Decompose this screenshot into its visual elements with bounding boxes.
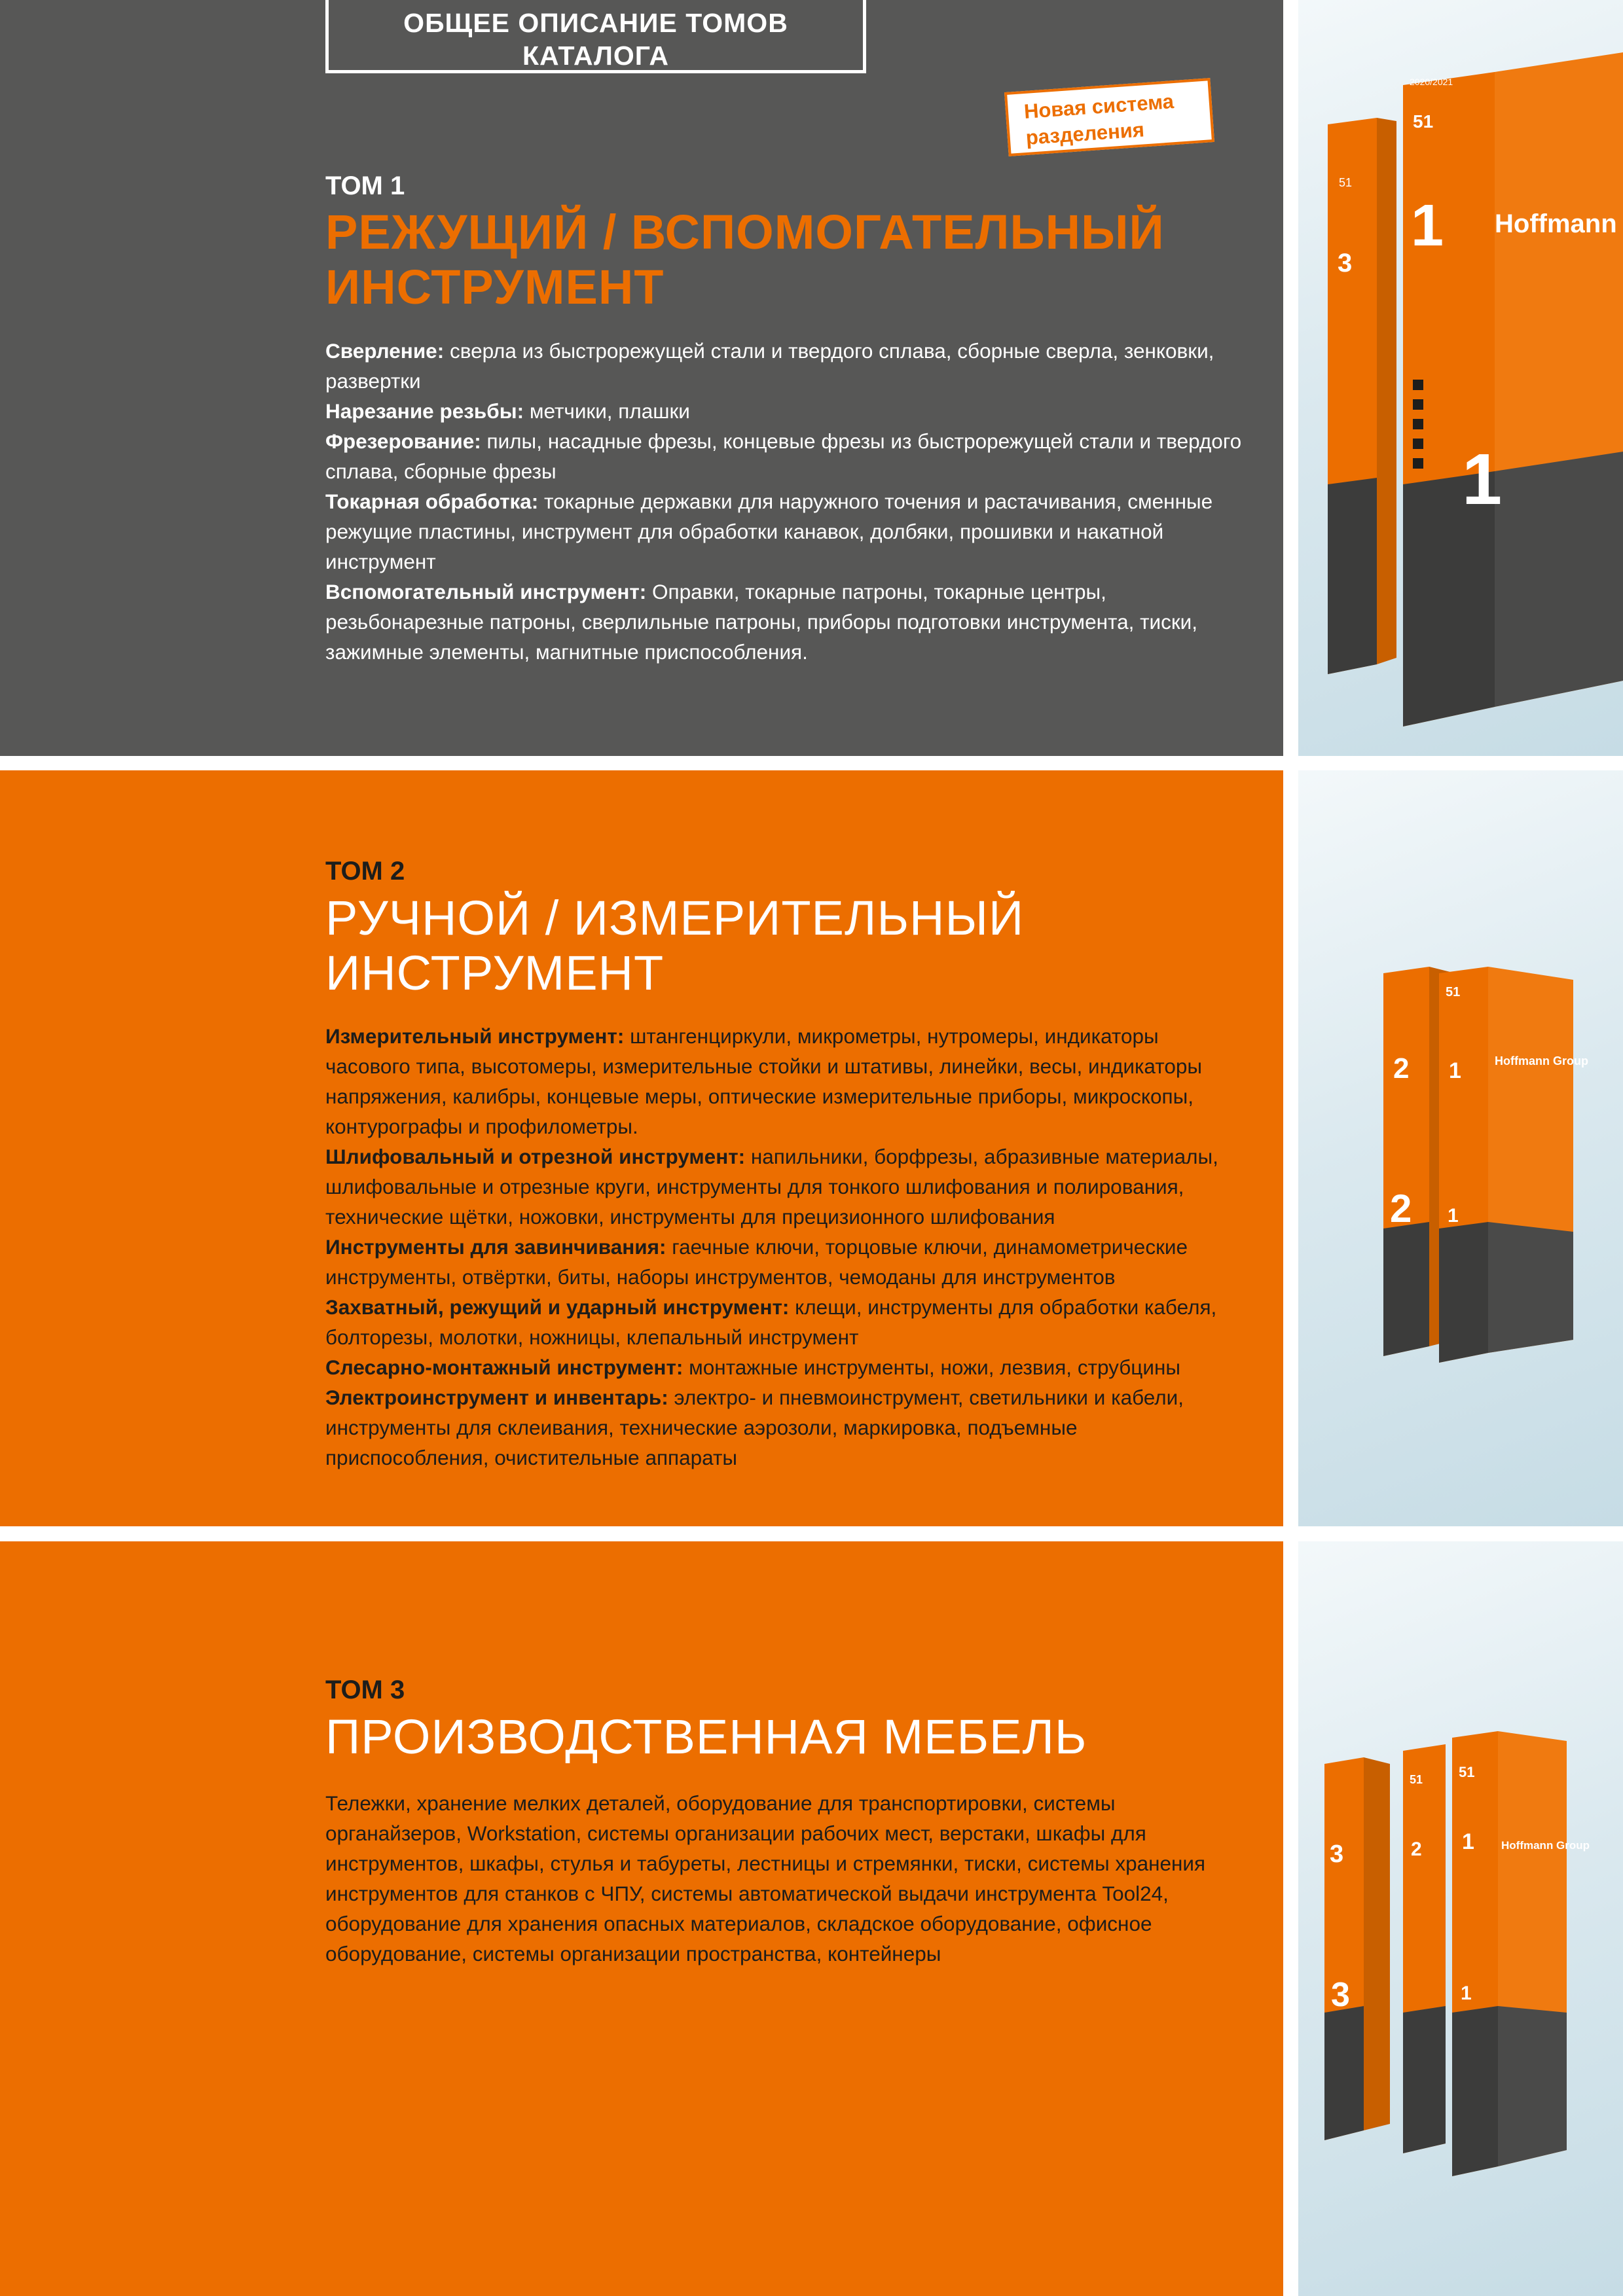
item-text: монтажные инструменты, ножи, лезвия, струбцины	[683, 1355, 1180, 1379]
description-item	[325, 1021, 1242, 1141]
binder-digit: 1	[1448, 1205, 1459, 1227]
binder-cover-base	[1495, 452, 1623, 707]
description-item	[325, 1292, 1242, 1352]
binder-digit: 3	[1331, 1976, 1350, 2014]
binder-code: 51	[1446, 985, 1461, 999]
binder-digit: 2	[1411, 1839, 1422, 1860]
description-item	[325, 1382, 1242, 1473]
item-text: штангенциркули, микрометры, нутромеры, индикаторы часового типа, высотомеры, измерительные стойки и штативы, линейки, весы, индикаторы напряжения, калибры, концевые меры, оптические измерительные приборы, микроскопы, контурографы и профилометры.	[325, 1024, 1202, 1138]
binder-code: 51	[1339, 176, 1353, 189]
binders-illustration	[1298, 770, 1623, 1526]
item-text: токарные державки для наружного точения и растачивания, сменные режущие пластины, инструмент для обработки канавок, долбяки, прошивки и накатной инструмент	[325, 490, 1213, 573]
description-item	[325, 336, 1242, 396]
binder-digit: 1	[1449, 1058, 1461, 1083]
binders-illustration	[1298, 1541, 1623, 2296]
volume-1-description	[325, 336, 1242, 667]
item-term: Сверление:	[325, 339, 445, 363]
volume-1-title-line1: РЕЖУЩИЙ / ВСПОМОГАТЕЛЬНЫЙ	[325, 205, 1165, 259]
new-system-stamp	[1004, 78, 1214, 156]
brand-logo-text: Hoffmann	[1495, 209, 1617, 238]
section-header	[325, 0, 866, 73]
item-text: сверла из быстрорежущей стали и твердого сплава, сборные сверла, зенковки, развертки	[325, 339, 1214, 393]
item-term: Измерительный инструмент:	[325, 1024, 625, 1048]
binder-digit: 2	[1393, 1052, 1410, 1085]
catalog-binders-image-1	[1298, 0, 1623, 756]
volume-3-title	[325, 1710, 1087, 1765]
description-item	[325, 1352, 1242, 1382]
volume-3-title-line1: ПРОИЗВОДСТВЕННАЯ МЕБЕЛЬ	[325, 1710, 1087, 1764]
binder-base-3	[1324, 2006, 1364, 2140]
binder-digit: 1	[1462, 1829, 1474, 1854]
binder-side-back	[1377, 118, 1396, 664]
volume-3-description	[325, 1788, 1242, 1969]
item-term: Фрезерование:	[325, 429, 481, 453]
brand-logo-text: Hoffmann Group	[1495, 1054, 1588, 1067]
description-item	[325, 426, 1242, 486]
binder-side-3	[1364, 1757, 1390, 2130]
binder-base-back	[1383, 1222, 1429, 1356]
volume-2-title-line2: ИНСТРУМЕНТ	[325, 946, 665, 1000]
description-item	[325, 486, 1242, 577]
volume-1-title	[325, 205, 1165, 315]
volume-2-panel	[0, 770, 1283, 1526]
item-text: электро- и пневмоинструмент, светильники и кабели, инструменты для склеивания, технические аэрозоли, маркировка, подъемные приспособления, очистительные аппараты	[325, 1386, 1184, 1469]
description-item	[325, 1232, 1242, 1292]
volume-1-panel	[0, 0, 1283, 756]
binder-cover-base	[1488, 1222, 1573, 1353]
binders-illustration	[1298, 0, 1623, 756]
item-term: Слесарно-монтажный инструмент:	[325, 1355, 684, 1379]
catalog-binders-image-3	[1298, 1541, 1623, 2296]
binder-digit: 2	[1390, 1187, 1412, 1230]
binder-base-1	[1452, 2006, 1498, 2176]
item-text: Оправки, токарные патроны, токарные центры, резьбонарезные патроны, сверлильные патроны, приборы подготовки инструмента, тиски, зажимные элементы, магнитные приспособления.	[325, 580, 1197, 664]
item-term: Электроинструмент и инвентарь:	[325, 1386, 668, 1409]
description-text: Тележки, хранение мелких деталей, оборудование для транспортировки, системы органайзеров, Workstation, системы организации рабочих мест, верстаки, шкафы для инструментов, шкафы, стулья и табуреты, лестницы и стремянки, тиски, системы хранения инструментов для станков с ЧПУ, системы автоматической выдачи инструмента Tool24, оборудование для хранения опасных материалов, складское оборудование, офисное оборудование, системы организации пространства, контейнеры	[325, 1791, 1206, 1965]
item-text: напильники, борфрезы, абразивные материалы, шлифовальные и отрезные круги, инструменты для тонкого шлифования и полирования, технические щётки, ножовки, инструменты для прецизионного шлифования	[325, 1145, 1218, 1229]
volume-2-title	[325, 891, 1024, 1001]
binder-year: 2020/2021	[1410, 77, 1453, 87]
stamp-line2: разделения	[1025, 118, 1145, 149]
binder-base-front	[1439, 1222, 1488, 1363]
item-term: Захватный, режущий и ударный инструмент:	[325, 1295, 790, 1319]
binder-code: 51	[1413, 111, 1434, 132]
binder-digit: 3	[1330, 1840, 1344, 1868]
item-text: пилы, насадные фрезы, концевые фрезы из быстрорежущей стали и твердого сплава, сборные фрезы	[325, 429, 1242, 483]
binder-digit: 1	[1462, 439, 1503, 520]
volume-3-label: ТОМ 3	[325, 1676, 405, 1704]
binder-digit: 1	[1411, 193, 1444, 259]
binder-code: 51	[1410, 1773, 1423, 1786]
binder-digit: 1	[1461, 1982, 1472, 2004]
item-text: метчики, плашки	[524, 399, 690, 423]
item-term: Токарная обработка:	[325, 490, 539, 513]
brand-logo-text: Hoffmann Group	[1501, 1839, 1590, 1852]
section-header-line1: ОБЩЕЕ ОПИСАНИЕ ТОМОВ	[403, 8, 788, 38]
volume-1-label: ТОМ 1	[325, 171, 405, 200]
catalog-binders-image-2	[1298, 770, 1623, 1526]
binder-code: 51	[1459, 1764, 1475, 1780]
section-header-line2: КАТАЛОГА	[522, 41, 670, 71]
volume-1-title-line2: ИНСТРУМЕНТ	[325, 260, 665, 314]
binder-cover-base	[1498, 2006, 1567, 2166]
binder-base-2	[1403, 2006, 1446, 2153]
description-item	[325, 577, 1242, 667]
binder-digit: 3	[1338, 249, 1353, 278]
volume-2-description	[325, 1021, 1242, 1473]
item-term: Нарезание резьбы:	[325, 399, 524, 423]
item-term: Вспомогательный инструмент:	[325, 580, 647, 603]
description-item	[325, 1141, 1242, 1232]
item-text: гаечные ключи, торцовые ключи, динамометрические инструменты, отвёртки, биты, наборы инструментов, чемоданы для инструментов	[325, 1235, 1188, 1289]
volume-2-label: ТОМ 2	[325, 857, 405, 886]
binder-base-back	[1328, 478, 1377, 674]
volume-2-title-line1: РУЧНОЙ / ИЗМЕРИТЕЛЬНЫЙ	[325, 891, 1025, 945]
item-term: Инструменты для завинчивания:	[325, 1235, 666, 1259]
volume-3-panel	[0, 1541, 1283, 2296]
description-item	[325, 396, 1242, 426]
stamp-line1: Новая система	[1023, 90, 1175, 124]
item-term: Шлифовальный и отрезной инструмент:	[325, 1145, 746, 1168]
item-text: клещи, инструменты для обработки кабеля, болторезы, молотки, ножницы, клепальный инструмент	[325, 1295, 1217, 1349]
